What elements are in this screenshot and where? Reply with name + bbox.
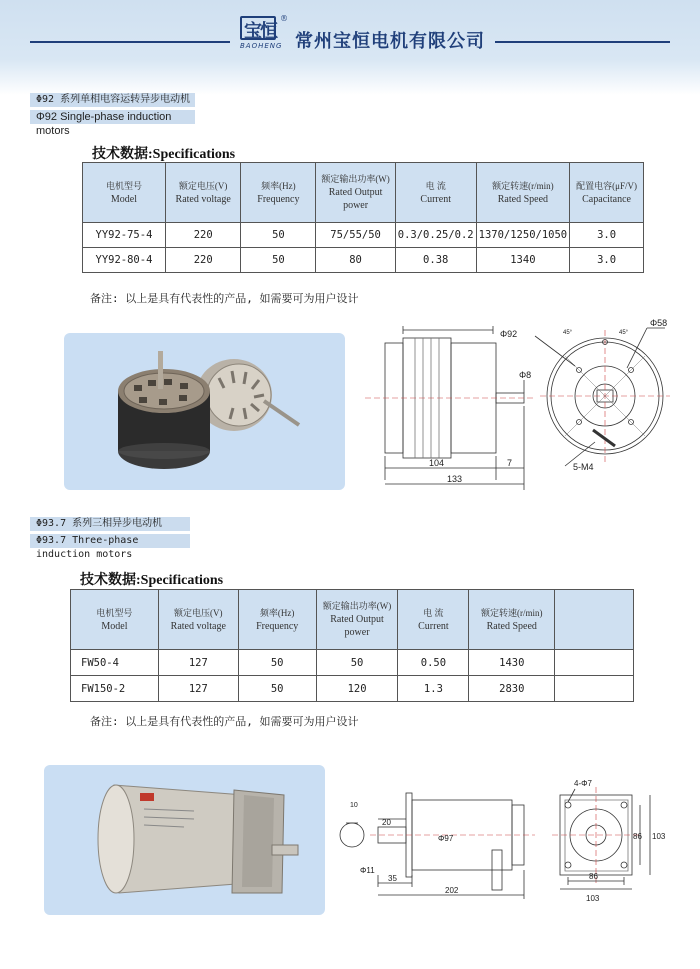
dim-holes: 4-Φ7 xyxy=(574,779,592,788)
section1-spec-title: 技术数据:Specifications xyxy=(92,147,236,162)
table-header-row xyxy=(71,590,634,650)
section2-title-en: Φ93.7 Three-phase induction motors xyxy=(30,534,190,548)
dim-key: 10 xyxy=(350,802,358,809)
table-cell: 0.3/0.25/0.2 xyxy=(395,223,476,248)
section1-motor-photo xyxy=(64,333,345,490)
col-header: 额定电压(V) Rated voltage xyxy=(158,590,238,650)
col-header: 额定电压(V) Rated voltage xyxy=(165,163,241,223)
dim-bolt-circle: Φ58 xyxy=(650,318,668,328)
table-cell: 80 xyxy=(316,248,395,273)
section1-title-cn: Φ92 系列单相电容运转异步电动机 xyxy=(30,93,195,107)
col-header: 配置电容(μF/V) Capacitance xyxy=(570,163,644,223)
section2-spec-title: 技术数据:Specifications xyxy=(80,573,224,588)
col-header: 电 流 Current xyxy=(398,590,469,650)
section2-dimension-drawing xyxy=(330,775,680,905)
section1-title-en: Φ92 Single-phase induction motors xyxy=(30,110,195,124)
table-cell: 50 xyxy=(238,676,316,702)
table-cell: 1340 xyxy=(476,248,570,273)
dim-angle-1: 45° xyxy=(563,330,573,336)
table-cell: 0.50 xyxy=(398,650,469,676)
table-cell: 1370/1250/1050 xyxy=(476,223,570,248)
logo-text: BAOHENG xyxy=(240,42,283,50)
dim-total-length: 133 xyxy=(447,474,463,484)
dim-shaft-diameter: Φ8 xyxy=(519,370,532,380)
table-row xyxy=(83,223,644,248)
section2-spec-table xyxy=(70,589,634,702)
col-header: 电 流 Current xyxy=(395,163,476,223)
table-cell: YY92-80-4 xyxy=(83,248,166,273)
dim-flange-length: 35 xyxy=(388,874,397,883)
table-cell: 50 xyxy=(241,248,316,273)
table-cell: 2830 xyxy=(469,676,555,702)
table-cell: 1.3 xyxy=(398,676,469,702)
table-cell: 50 xyxy=(238,650,316,676)
dim-body-diameter: Φ97 xyxy=(438,834,454,843)
section1-spec-table xyxy=(82,162,644,273)
col-header: 电机型号 Model xyxy=(83,163,166,223)
table-row xyxy=(83,248,644,273)
table-cell: YY92-75-4 xyxy=(83,223,166,248)
col-header: 频率(Hz) Frequency xyxy=(238,590,316,650)
section1-dimension-drawing xyxy=(365,318,685,490)
col-header: 额定转速(r/min) Rated Speed xyxy=(469,590,555,650)
header-rule-left xyxy=(30,41,230,43)
table-cell: 220 xyxy=(165,223,241,248)
dim-inner-width: 86 xyxy=(589,872,598,881)
dim-outer-height: 103 xyxy=(652,832,666,841)
section2-motor-photo xyxy=(44,765,325,915)
dim-total-length: 202 xyxy=(445,886,459,895)
dim-angle-2: 45° xyxy=(619,330,629,336)
registered-mark: ® xyxy=(280,14,288,23)
dim-shaft-diameter: Φ11 xyxy=(360,866,375,875)
table-cell: 0.38 xyxy=(395,248,476,273)
table-cell: 1430 xyxy=(469,650,555,676)
company-name: 常州宝恒电机有限公司 xyxy=(295,31,485,52)
section2-note: 备注: 以上是具有代表性的产品, 如需要可为用户设计 xyxy=(90,715,359,728)
logo-mark: 宝恒 xyxy=(244,21,276,42)
table-cell: 127 xyxy=(158,650,238,676)
table-cell: 120 xyxy=(316,676,398,702)
section1-note: 备注: 以上是具有代表性的产品, 如需要可为用户设计 xyxy=(90,292,359,305)
dim-shaft-length: 20 xyxy=(382,818,391,827)
table-cell xyxy=(555,676,634,702)
col-header: 电机型号 Model xyxy=(71,590,159,650)
dim-holes: 5-M4 xyxy=(573,462,594,472)
table-header-row xyxy=(83,163,644,223)
dim-shaft-length: 7 xyxy=(507,458,513,468)
dim-outer-width: 103 xyxy=(586,894,600,903)
col-header xyxy=(555,590,634,650)
col-header: 额定输出功率(W) Rated Output power xyxy=(316,163,395,223)
company-logo xyxy=(238,14,290,48)
table-cell: 3.0 xyxy=(570,223,644,248)
table-row xyxy=(71,676,634,702)
dim-outer-diameter: Φ92 xyxy=(500,329,518,339)
table-cell: 127 xyxy=(158,676,238,702)
section2-title-cn: Φ93.7 系列三相异步电动机 xyxy=(30,517,190,531)
table-cell: FW150-2 xyxy=(71,676,159,702)
table-cell: FW50-4 xyxy=(71,650,159,676)
motor-photo-art xyxy=(44,765,325,915)
header-rule-right xyxy=(495,41,670,43)
table-cell: 50 xyxy=(316,650,398,676)
dim-body-length: 104 xyxy=(429,458,445,468)
table-cell xyxy=(555,650,634,676)
table-row xyxy=(71,650,634,676)
motor-photo-art xyxy=(64,333,345,490)
table-cell: 220 xyxy=(165,248,241,273)
table-cell: 50 xyxy=(241,223,316,248)
col-header: 额定转速(r/min) Rated Speed xyxy=(476,163,570,223)
col-header: 频率(Hz) Frequency xyxy=(241,163,316,223)
table-cell: 75/55/50 xyxy=(316,223,395,248)
table-cell: 3.0 xyxy=(570,248,644,273)
col-header: 额定输出功率(W) Rated Output power xyxy=(316,590,398,650)
dim-inner-height: 86 xyxy=(633,832,642,841)
